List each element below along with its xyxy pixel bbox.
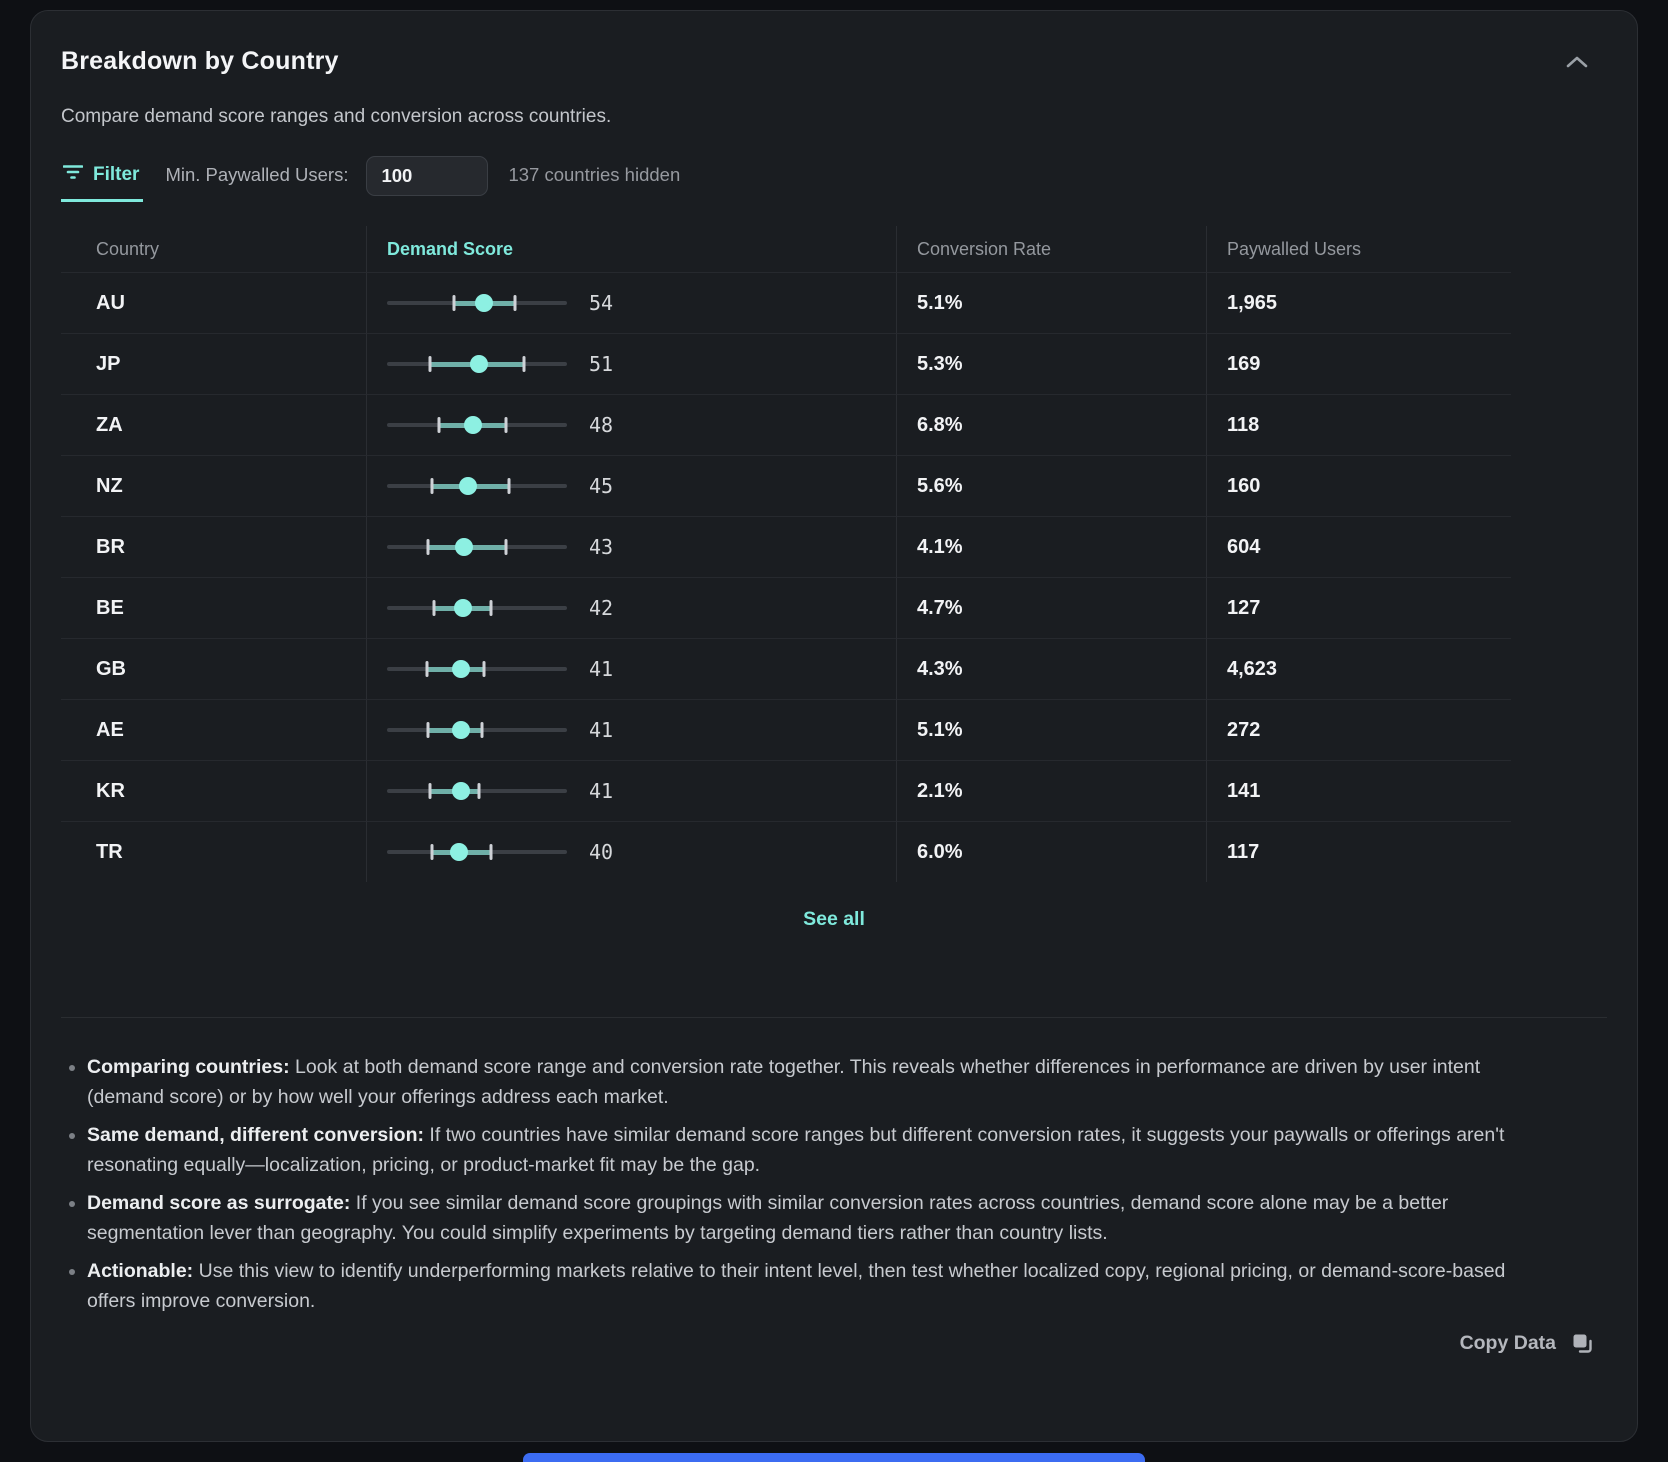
conversion-rate-cell: 2.1% (896, 760, 1206, 821)
demand-score-slider (387, 842, 567, 862)
filter-bar (61, 156, 1607, 202)
paywalled-users-cell: 272 (1206, 699, 1511, 760)
insights-list (61, 1052, 1547, 1316)
chevron-up-icon (1565, 57, 1589, 72)
slider-dot (452, 721, 470, 739)
slider-max-tick (490, 600, 493, 616)
paywalled-users-cell: 169 (1206, 333, 1511, 394)
slider-min-tick (429, 783, 432, 799)
panel-footer (61, 1332, 1607, 1355)
demand-score-value: 51 (589, 352, 614, 376)
conversion-rate-cell: 5.1% (896, 272, 1206, 333)
slider-max-tick (483, 661, 486, 677)
demand-score-cell (366, 272, 896, 333)
min-paywalled-label: Min. Paywalled Users: (165, 164, 349, 185)
demand-score-cell (366, 760, 896, 821)
conversion-rate-cell: 5.1% (896, 699, 1206, 760)
insight-lead: Actionable: (87, 1260, 194, 1282)
slider-max-tick (477, 783, 480, 799)
breakdown-by-country-panel (30, 10, 1638, 1442)
demand-score-slider (387, 293, 567, 313)
paywalled-users-cell: 604 (1206, 516, 1511, 577)
min-paywalled-input[interactable] (366, 156, 488, 196)
table-body (61, 272, 1511, 882)
slider-max-tick (508, 478, 511, 494)
conversion-rate-cell: 5.6% (896, 455, 1206, 516)
demand-score-value: 54 (589, 291, 614, 315)
filter-tab[interactable] (61, 164, 143, 202)
paywalled-users-cell: 160 (1206, 455, 1511, 516)
conversion-rate-cell: 4.7% (896, 577, 1206, 638)
demand-score-value: 43 (589, 535, 614, 559)
table-row (61, 760, 1511, 821)
filter-lines-icon (63, 164, 83, 186)
slider-dot (452, 660, 470, 678)
country-cell: JP (61, 333, 366, 394)
slider-dot (452, 782, 470, 800)
conversion-rate-cell: 6.8% (896, 394, 1206, 455)
paywalled-users-cell: 4,623 (1206, 638, 1511, 699)
slider-max-tick (490, 844, 493, 860)
demand-score-cell (366, 516, 896, 577)
insight-lead: Comparing countries: (87, 1056, 290, 1078)
table-row (61, 821, 1511, 882)
insight-item: • Same demand, different conversion: If two countries have similar demand score ranges but different conversion rates, it suggests your paywalls or offerings aren't resonating equally—localization, pricing, or product-market fit may be the gap. (87, 1120, 1547, 1180)
copy-icon[interactable] (1572, 1333, 1593, 1354)
column-header-paywalled-users[interactable]: Paywalled Users (1206, 226, 1511, 272)
insights-divider (61, 1017, 1607, 1018)
panel-subtitle: Compare demand score ranges and conversion across countries. (61, 106, 612, 127)
slider-dot (475, 294, 493, 312)
table-row (61, 455, 1511, 516)
slider-max-tick (504, 539, 507, 555)
insight-item: • Comparing countries: Look at both demand score range and conversion rate together. This reveals whether differences in performance are driven by user intent (demand score) or by how well your offerings address each market. (87, 1052, 1547, 1112)
insight-item: • Actionable: Use this view to identify underperforming markets relative to their intent level, then test whether localized copy, regional pricing, or demand-score-based offers improve conversion. (87, 1256, 1547, 1316)
slider-dot (450, 843, 468, 861)
conversion-rate-cell: 4.3% (896, 638, 1206, 699)
demand-score-slider (387, 415, 567, 435)
demand-score-cell (366, 577, 896, 638)
insight-item: • Demand score as surrogate: If you see similar demand score groupings with similar conversion rates across countries, demand score alone may be a better segmentation lever than geography. You could simplify experiments by targeting demand tiers rather than country lists. (87, 1188, 1547, 1248)
slider-max-tick (522, 356, 525, 372)
demand-score-cell (366, 699, 896, 760)
filter-tab-label: Filter (93, 164, 140, 185)
slider-min-tick (429, 356, 432, 372)
bottom-accent-bar (523, 1453, 1145, 1462)
collapse-button[interactable] (1561, 51, 1593, 73)
see-all-link[interactable]: See all (803, 908, 865, 930)
country-cell: NZ (61, 455, 366, 516)
demand-score-cell (366, 455, 896, 516)
demand-score-slider (387, 720, 567, 740)
demand-score-slider (387, 537, 567, 557)
paywalled-users-cell: 127 (1206, 577, 1511, 638)
conversion-rate-cell: 6.0% (896, 821, 1206, 882)
demand-score-cell (366, 821, 896, 882)
demand-score-slider (387, 354, 567, 374)
paywalled-users-cell: 117 (1206, 821, 1511, 882)
see-all-wrap (61, 908, 1607, 931)
table-row (61, 272, 1511, 333)
slider-min-tick (432, 600, 435, 616)
paywalled-users-cell: 1,965 (1206, 272, 1511, 333)
hidden-countries-note: 137 countries hidden (508, 164, 681, 185)
demand-score-value: 45 (589, 474, 614, 498)
slider-min-tick (427, 539, 430, 555)
country-cell: AE (61, 699, 366, 760)
demand-score-slider (387, 659, 567, 679)
slider-max-tick (504, 417, 507, 433)
demand-score-cell (366, 638, 896, 699)
conversion-rate-cell: 4.1% (896, 516, 1206, 577)
table-header-row (61, 226, 1511, 272)
demand-score-cell (366, 333, 896, 394)
panel-header (61, 47, 1607, 76)
conversion-rate-cell: 5.3% (896, 333, 1206, 394)
paywalled-users-cell: 141 (1206, 760, 1511, 821)
copy-data-button[interactable]: Copy Data (1459, 1332, 1556, 1354)
slider-dot (464, 416, 482, 434)
slider-min-tick (452, 295, 455, 311)
slider-dot (470, 355, 488, 373)
demand-score-value: 41 (589, 718, 614, 742)
country-cell: BR (61, 516, 366, 577)
slider-max-tick (513, 295, 516, 311)
demand-score-value: 41 (589, 657, 614, 681)
column-header-conversion-rate[interactable]: Conversion Rate (896, 226, 1206, 272)
table-row (61, 516, 1511, 577)
slider-min-tick (427, 722, 430, 738)
insight-lead: Demand score as surrogate: (87, 1192, 351, 1214)
country-cell: KR (61, 760, 366, 821)
slider-min-tick (438, 417, 441, 433)
table-row (61, 394, 1511, 455)
demand-score-value: 41 (589, 779, 614, 803)
country-cell: TR (61, 821, 366, 882)
demand-score-value: 42 (589, 596, 614, 620)
country-cell: BE (61, 577, 366, 638)
table-row (61, 699, 1511, 760)
column-header-country[interactable]: Country (96, 238, 160, 259)
table-row (61, 638, 1511, 699)
demand-score-slider (387, 598, 567, 618)
country-table (61, 226, 1511, 882)
paywalled-users-cell: 118 (1206, 394, 1511, 455)
column-header-demand-score[interactable]: Demand Score (366, 226, 896, 272)
slider-dot (455, 538, 473, 556)
demand-score-value: 40 (589, 840, 614, 864)
table-row (61, 333, 1511, 394)
slider-dot (459, 477, 477, 495)
slider-dot (454, 599, 472, 617)
demand-score-slider (387, 476, 567, 496)
country-cell: GB (61, 638, 366, 699)
country-cell: AU (61, 272, 366, 333)
slider-min-tick (431, 478, 434, 494)
slider-max-tick (481, 722, 484, 738)
demand-score-value: 48 (589, 413, 614, 437)
slider-min-tick (431, 844, 434, 860)
demand-score-cell (366, 394, 896, 455)
country-cell: ZA (61, 394, 366, 455)
page-title: Breakdown by Country (61, 47, 339, 75)
insight-lead: Same demand, different conversion: (87, 1124, 424, 1146)
demand-score-slider (387, 781, 567, 801)
slider-min-tick (425, 661, 428, 677)
table-row (61, 577, 1511, 638)
